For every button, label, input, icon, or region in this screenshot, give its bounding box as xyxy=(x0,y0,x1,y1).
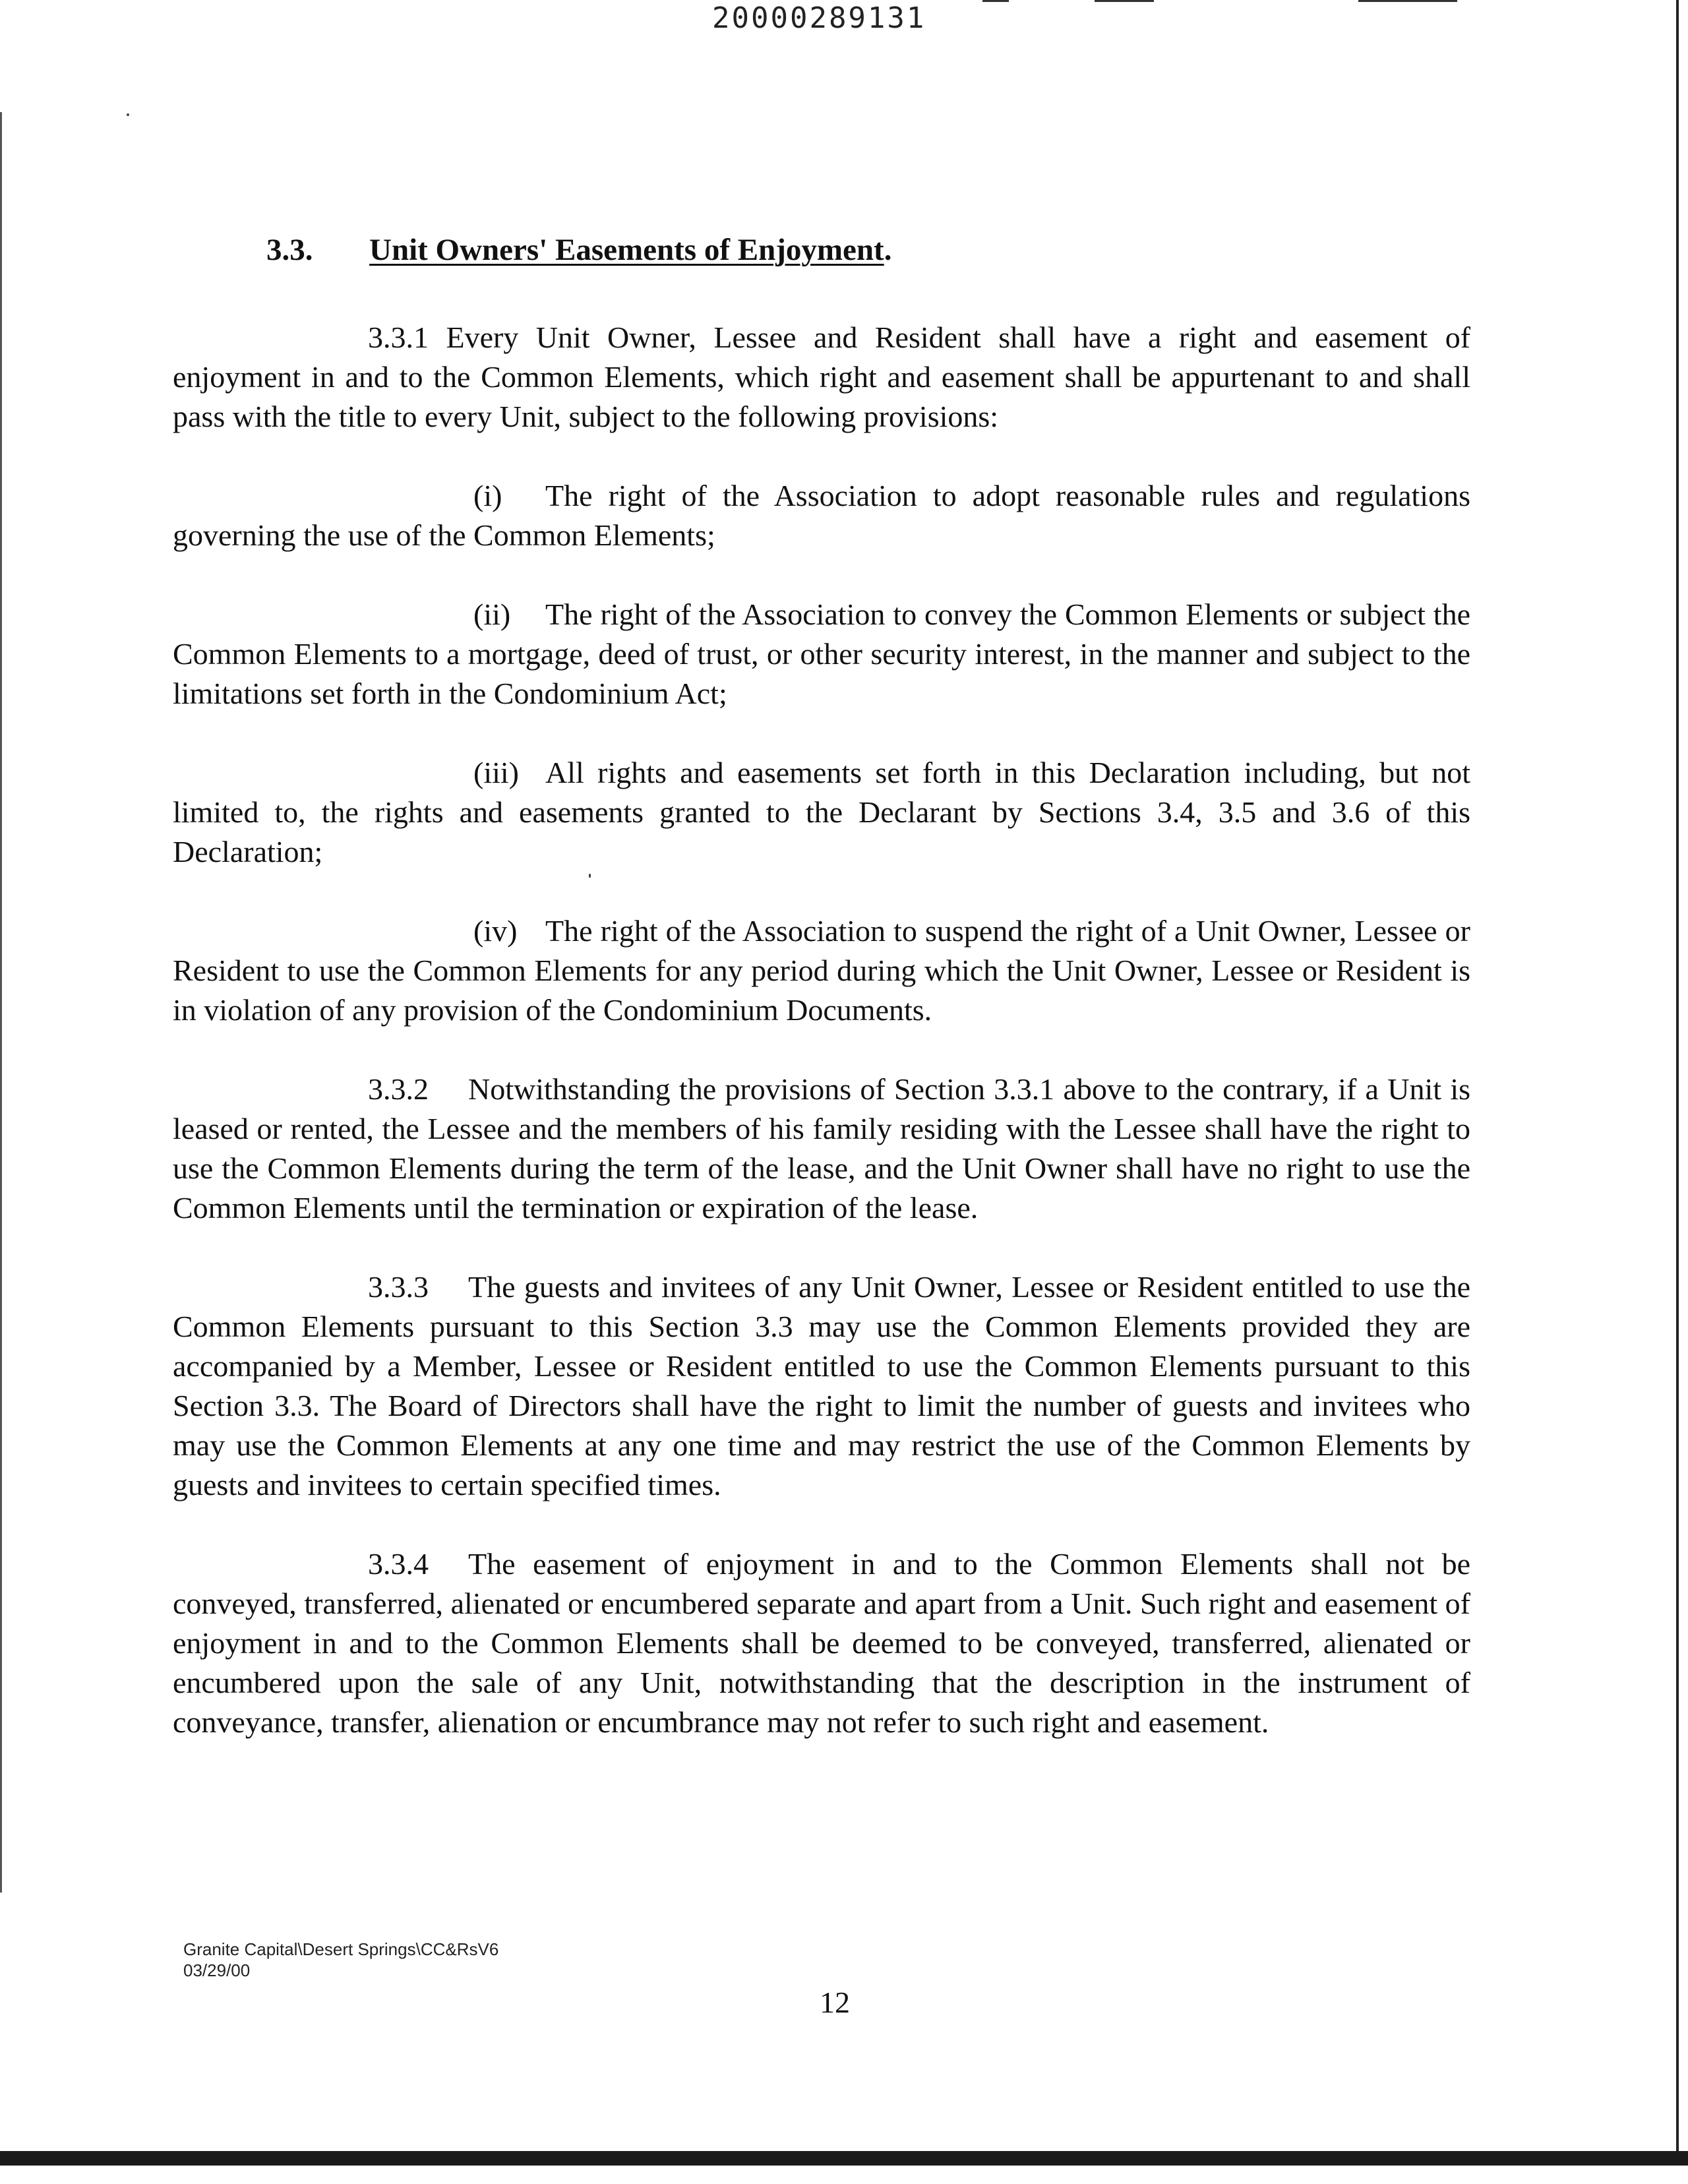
scan-edge-left xyxy=(0,112,2,1893)
paragraph-label: 3.3.3 xyxy=(368,1270,429,1304)
footer-reference xyxy=(183,1939,498,1981)
provision-text: The right of the Association to convey the Common Elements or subject the Common Elements to a mortgage, deed of trust, or other security interest, in the manner and subject to the limitations set forth in the Condominium Act; xyxy=(173,597,1470,710)
scan-edge-right xyxy=(1676,0,1679,2153)
scan-mark xyxy=(982,0,1009,2)
provision-label: (iv) xyxy=(473,914,518,948)
provision-text: All rights and easements set forth in this Declaration including, but not limited to, the rights and easements granted to the Declarant by Sections 3.4, 3.5 and 3.6 of this Declaration; xyxy=(173,756,1470,868)
paragraph-3-3-3 xyxy=(173,1267,1470,1505)
paragraph-label: 3.3.2 xyxy=(368,1072,429,1106)
scan-edge-bottom xyxy=(0,2151,1688,2166)
section-title: Unit Owners' Easements of Enjoyment xyxy=(369,233,884,267)
provision-label: (ii) xyxy=(473,597,511,631)
provision-ii xyxy=(173,595,1470,713)
paragraph-label: 3.3.4 xyxy=(368,1547,429,1581)
paragraph-text: Notwithstanding the provisions of Section 3.3.1 above to the contrary, if a Unit is leased or rented, the Lessee and the members of his family residing with the Lessee shall have the right to use the Common Elements during the term of the lease, and the Unit Owner shall have no right to use the Common Elements until the termination or expiration of the lease. xyxy=(173,1072,1470,1225)
section-heading xyxy=(266,232,891,268)
paragraph-text: The guests and invitees of any Unit Owner, Lessee or Resident entitled to use the Common Elements pursuant to this Section 3.3 may use the Common Elements provided they are accompanied by a Member, Lessee or Resident entitled to use the Common Elements pursuant to this Section 3.3. The Board of Directors shall have the right to limit the number of guests and invitees who may use the Common Elements at any one time and may restrict the use of the Common Elements by guests and invitees to certain specified times. xyxy=(173,1270,1470,1502)
provision-label: (i) xyxy=(473,479,502,512)
scan-speck xyxy=(589,874,591,878)
paragraph-3-3-1 xyxy=(173,318,1470,437)
scan-mark xyxy=(1095,0,1154,2)
provision-text: The right of the Association to adopt reasonable rules and regulations governing the use of the Common Elements; xyxy=(173,479,1470,552)
section-number: 3.3. xyxy=(266,233,313,267)
provision-i xyxy=(173,476,1470,555)
provision-text: The right of the Association to suspend the right of a Unit Owner, Lessee or Resident to use the Common Elements for any period during which the Unit Owner, Lessee or Resident is in violation of any provision of the Condominium Documents. xyxy=(173,914,1470,1027)
page-number: 12 xyxy=(820,1986,850,2019)
paragraph-3-3-2 xyxy=(173,1070,1470,1228)
provision-label: (iii) xyxy=(473,756,519,789)
footer-date: 03/29/00 xyxy=(183,1960,251,1980)
footer-file-path: Granite Capital\Desert Springs\CC&RsV6 xyxy=(183,1939,499,1959)
provision-iv xyxy=(173,911,1470,1030)
document-id: 20000289131 xyxy=(712,1,926,35)
section-title-period: . xyxy=(884,233,892,267)
scan-mark xyxy=(1358,0,1457,2)
paragraph-3-3-4 xyxy=(173,1544,1470,1742)
provision-iii xyxy=(173,753,1470,872)
paragraph-label: 3.3.1 xyxy=(368,320,429,354)
paragraph-text: Every Unit Owner, Lessee and Resident shall have a right and easement of enjoyment in and to the Common Elements, which right and easement shall be appurtenant to and shall pass with the title to every Unit, subject to the following provisions: xyxy=(173,320,1471,433)
scan-speck xyxy=(127,113,129,116)
paragraph-text: The easement of enjoyment in and to the Common Elements shall not be conveyed, transferred, alienated or encumbered separate and apart from a Unit. Such right and easement of enjoyment in and to the Common Elements shall be deemed to be conveyed, transferred, alienated or encumbered upon the sale of any Unit, notwithstanding that the description in the instrument of conveyance, transfer, alienation or encumbrance may not refer to such right and easement. xyxy=(173,1547,1470,1739)
